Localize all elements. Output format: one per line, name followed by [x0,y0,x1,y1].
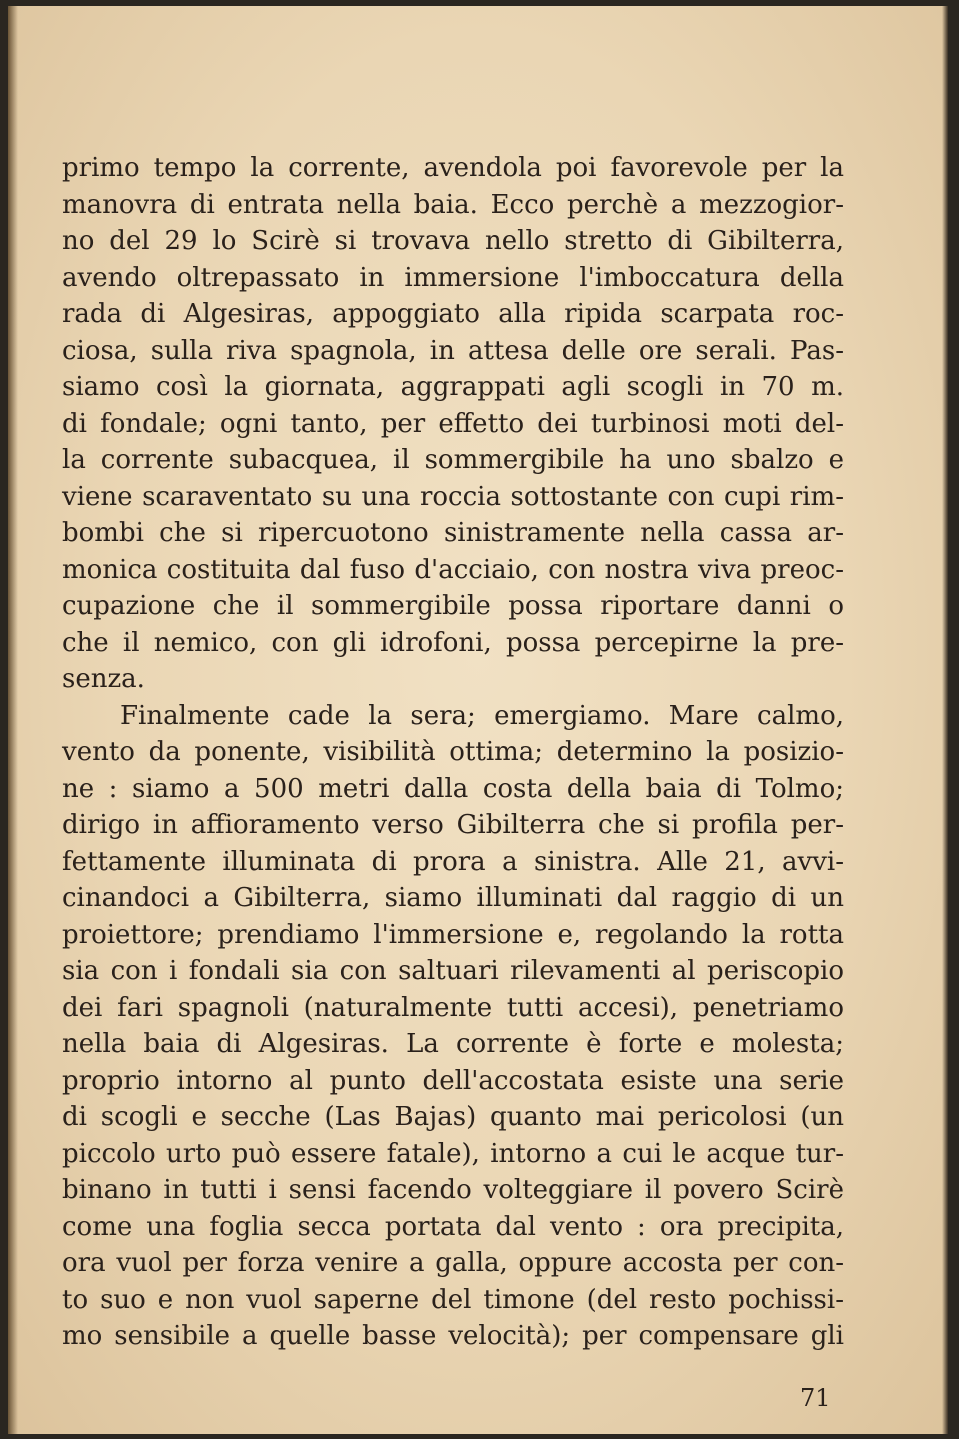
text-line: sia con i fondali sia con saltuari rilevamenti al periscopio [62,956,844,986]
text-line: che il nemico, con gli idrofoni, possa percepirne la pre- [62,627,844,658]
text-line: primo tempo la corrente, avendola poi favorevole per la [62,153,844,183]
text-line: la corrente subacquea, il sommergibile ha uno sbalzo e [62,445,844,475]
text-line: to suo e non vuol saperne del timone (del resto pochissi- [62,1284,844,1315]
text-line: avendo oltrepassato in immersione l'imboccatura della [62,262,844,293]
text-line: ciosa, sulla riva spagnola, in attesa delle ore serali. Pas- [62,335,844,366]
text-line: bombi che si ripercuotono sinistramente nella cassa ar- [62,518,844,548]
text-line: nella baia di Algesiras. La corrente è forte e molesta; [62,1029,844,1059]
body-text [62,150,844,1355]
text-line: viene scaraventato su una roccia sottostante con cupi rim- [62,481,844,512]
book-page [8,6,948,1434]
text-line: di scogli e secche (Las Bajas) quanto mai pericolosi (un [62,1102,844,1132]
text-line: vento da ponente, visibilità ottima; determino la posizio- [62,737,844,767]
page-left-shadow [8,6,18,1434]
page-number: 71 [800,1384,831,1412]
text-line: senza. [62,664,145,694]
text-line: dei fari spagnoli (naturalmente tutti accesi), penetriamo [62,992,844,1023]
text-line: Finalmente cade la sera; emergiamo. Mare calmo, [120,700,844,731]
page-right-shadow [942,6,948,1434]
text-line: binano in tutti i sensi facendo volteggiare il povero Scirè [62,1175,844,1205]
text-line: manovra di entrata nella baia. Ecco perchè a mezzogior- [62,189,844,220]
text-line: piccolo urto può essere fatale), intorno a cui le acque tur- [62,1138,844,1169]
text-line: monica costituita dal fuso d'acciaio, con nostra viva preoc- [62,554,844,585]
text-line: proiettore; prendiamo l'immersione e, regolando la rotta [62,919,844,950]
text-line: mo sensibile a quelle basse velocità); per compensare gli [62,1321,844,1351]
text-line: siamo così la giornata, aggrappati agli scogli in 70 m. [62,372,844,402]
text-line: ne : siamo a 500 metri dalla costa della baia di Tolmo; [62,773,844,804]
text-line: rada di Algesiras, appoggiato alla ripida scarpata roc- [62,299,844,329]
text-line: cupazione che il sommergibile possa riportare danni o [62,591,844,621]
text-line: fettamente illuminata di prora a sinistra. Alle 21, avvi- [62,846,844,877]
text-line: no del 29 lo Scirè si trovava nello stretto di Gibilterra, [62,226,844,256]
text-line: proprio intorno al punto dell'accostata esiste una serie [62,1065,844,1096]
text-line: di fondale; ogni tanto, per effetto dei turbinosi moti del- [62,408,844,439]
text-line: dirigo in affioramento verso Gibilterra che si profila per- [62,810,844,840]
text-line: cinandoci a Gibilterra, siamo illuminati dal raggio di un [62,883,844,913]
text-line: ora vuol per forza venire a galla, oppure accosta per con- [62,1248,844,1278]
text-line: come una foglia secca portata dal vento : ora precipita, [62,1211,844,1242]
